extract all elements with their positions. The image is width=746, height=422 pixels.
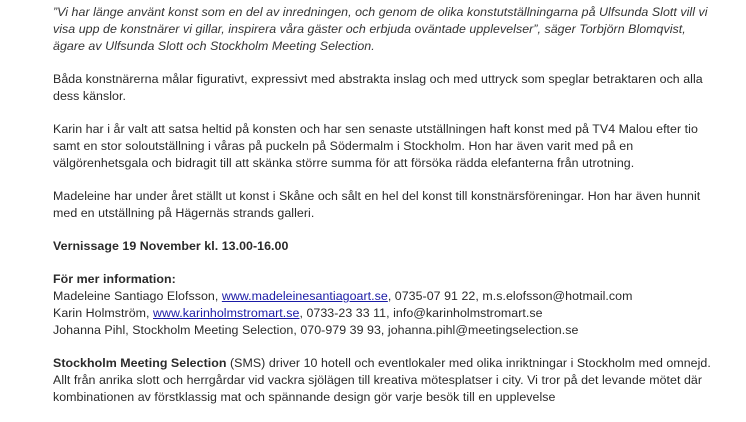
vernissage-heading: Vernissage 19 November kl. 13.00-16.00 (53, 239, 289, 253)
contact-details: , 0735-07 91 22, m.s.elofsson@hotmail.com (387, 289, 633, 303)
contact-details: , 0733-23 33 11, info@karinholmstromart.se (299, 306, 543, 320)
karin-paragraph: Karin har i år valt att satsa heltid på konsten och har sen senaste utställningen haft konst med på TV4 Malou efter tio samt en stor soloutställning i våras på puckeln på Södermalm i Stockholm. Hon har även varit med på en välgörenhetsgala och bidragit till att skänka större summa för att försöka rädda elefanterna från utrotning. (53, 122, 698, 170)
madeleine-website-link[interactable]: www.madeleinesantiagoart.se (221, 289, 388, 303)
contact-name: Madeleine Santiago Elofsson, (53, 289, 222, 303)
contact-info-block (53, 271, 713, 339)
contact-name: Johanna Pihl, Stockholm Meeting Selection, 070-979 39 93, johanna.pihl@meetingselection.se (53, 323, 579, 337)
contact-name: Karin Holmström, (53, 306, 153, 320)
madeleine-paragraph: Madeleine har under året ställt ut konst i Skåne och sålt en hel del konst till konstnärsföreningar. Hon har även hunnit med en utställning på Hägernäs strands galleri. (53, 189, 701, 220)
sms-company-name: Stockholm Meeting Selection (53, 356, 227, 370)
contact-line-madeleine (53, 288, 713, 305)
press-release-body (53, 4, 713, 422)
contact-line-karin (53, 305, 713, 322)
artists-style-paragraph: Båda konstnärerna målar figurativt, expressivt med abstrakta inslag och med uttryck som speglar betraktaren och alla dess känslor. (53, 72, 703, 103)
sms-paragraph (53, 355, 713, 406)
contact-line-johanna (53, 322, 713, 339)
quote-paragraph: ”Vi har länge använt konst som en del av inredningen, och genom de olika konstutställningarna på Ulfsunda Slott vill vi visa upp de konstnärer vi gillar, inspirera våra gäster och erbjuda oväntade upplevelser”, säger Torbjörn Blomqvist, ägare av Ulfsunda Slott och Stockholm Meeting Selection. (53, 5, 708, 53)
sms-description: (SMS) driver 10 hotell och eventlokaler med olika inriktningar i Stockholm med omnejd. Allt från anrika slott och herrgårdar vid vackra sjölägen till kreativa mötesplatser i city. Vi tror på det levande mötet där kombinationen av förstklassig mat och spännande design gör varje besök till en upplevelse (53, 356, 711, 404)
contact-heading: För mer information: (53, 272, 176, 286)
karin-website-link[interactable]: www.karinholmstromart.se (153, 306, 300, 320)
